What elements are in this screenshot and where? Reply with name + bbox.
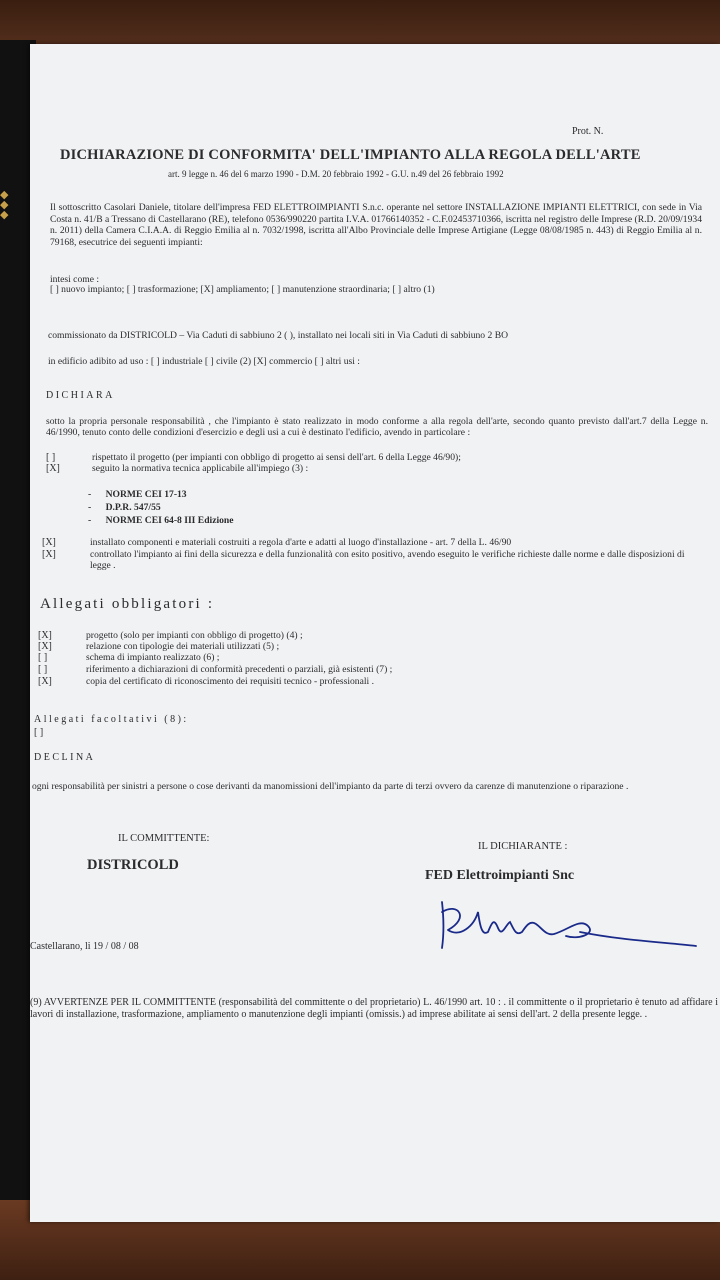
item-mark: [X] <box>46 463 60 474</box>
intro-paragraph: Il sottoscritto Casolari Daniele, titolare dell'impresa FED ELETTROIMPIANTI S.n.c. operante nel settore INSTALLAZIONE IMPIANTI ELETTRICI, con sede in Via Costa n. 41/B a Tressano di Castellarano (RE), telefono 0536/990220 partita I.V.A. 01766140352 - C.F.02453710366, iscritta nel registro delle Imprese (R.D. 20/09/1934 n. 2011) della Camera C.I.A.A. di Reggio Emilia al n. 7032/1998, iscritta all'Albo Provinciale delle Imprese Artigiane (Legge 08/08/1985 n. 443) di Reggio Emilia al n. 79168, esecutrice dei seguenti impianti: <box>50 202 702 248</box>
allegato-text: relazione con tipologie dei materiali utilizzati (5) ; <box>86 641 280 652</box>
item-text: rispettato il progetto (per impianti con obbligo di progetto ai sensi dell'art. 6 della Legge 46/90); <box>92 452 461 463</box>
norma-item: D.P.R. 547/55 <box>105 502 161 513</box>
dichiarante-name: FED Elettroimpianti Snc <box>425 868 575 883</box>
norma-item: NORME CEI 64-8 III Edizione <box>105 515 234 526</box>
dichiarante-label: IL DICHIARANTE : <box>478 841 568 852</box>
item-text: seguito la normativa tecnica applicabile all'impiego (3) : <box>92 463 309 474</box>
binder-decoration: ◆ ◆ ◆ <box>0 189 9 221</box>
protocol-number: Prot. N. <box>572 126 604 137</box>
avvertenze-paragraph: (9) AVVERTENZE PER IL COMMITTENTE (responsabilità del committente o del proprietario) L. 46/1990 art. 10 : . il committente o il proprietario è tenuto ad affidare i lavori di installazione, trasformazione, ampliamento o manutenzione degli impianti (omissis.) ad imprese abilitate ai sensi dell'art. 2 della presente legge. . <box>30 997 718 1020</box>
edificio-line: in edificio adibito ad uso : [ ] industriale [ ] civile (2) [X] commercio [ ] altri usi : <box>48 356 360 367</box>
item-text: controllato l'impianto ai fini della sicurezza e della funzionalità con esito positivo, avendo eseguito le verifiche richieste dalle norme e dalle disposizioni di legge . <box>90 549 685 571</box>
item-mark: [X] <box>42 537 56 548</box>
item-mark: [ ] <box>46 452 56 463</box>
dichiara-paragraph: sotto la propria personale responsabilità , che l'impianto è stato realizzato in modo conforme a alla regola dell'arte, secondo quanto previsto dall'art.7 della Legge n. 46/1990, tenuto conto delle condizioni d'esercizio e degli usi a cui è destinato l'edificio, avendo in particolare : <box>46 416 708 438</box>
intesi-label: intesi come : <box>50 274 100 285</box>
committente-label: IL COMMITTENTE: <box>118 833 210 844</box>
allegati-heading: Allegati obbligatori : <box>40 596 215 612</box>
item-text: installato componenti e materiali costruiti a regola d'arte e adatti al luogo d'installazione - art. 7 della L. 46/90 <box>90 537 512 548</box>
facoltativi-heading: Allegati facoltativi (8): <box>34 714 189 725</box>
norma-item: NORME CEI 17-13 <box>105 489 187 500</box>
allegato-mark: [ ] <box>38 664 48 675</box>
facoltativi-mark: [ ] <box>34 727 44 738</box>
intesi-options: [ ] nuovo impianto; [ ] trasformazione; [X] ampliamento; [ ] manutenzione straordinaria; [ ] altro (1) <box>50 284 435 295</box>
document-page: Prot. N. DICHIARAZIONE DI CONFORMITA' DELL'IMPIANTO ALLA REGOLA DELL'ARTE art. 9 legge n. 46 del 6 marzo 1990 - D.M. 20 febbraio 1992 - G.U. n.49 del 26 febbraio 1992 Il sottoscritto Casolari Daniele, titolare dell'impresa FED ELETTROIMPIANTI S.n.c. operante nel settore INSTALLAZIONE IMPIANTI ELETTRICI, con sede in Via Costa n. 41/B a Tressano di Castellarano (RE), telefono 0536/990220 partita I.V.A. 01766140352 - C.F.02453710366, iscritta nel registro delle Imprese (R.D. 20/09/1934 n. 2011) della Camera C.I.A.A. di Reggio Emilia al n. 7032/1998, iscritta all'Albo Provinciale delle Imprese Artigiane (Legge 08/08/1985 n. 443) di Reggio Emilia al n. 79168, esecutrice dei seguenti impianti: intesi come : [ ] nuovo impianto; [ ] trasformazione; [X] ampliamento; [ ] manutenzione straordinaria; [ ] altro (1) commissionato da DISTRICOLD – Via Caduti di sabbiuno 2 ( ), installato nei locali siti in Via Caduti di sabbiuno 2 BO in edificio adibito ad uso : [ ] industriale [ ] civile (2) [X] commercio [ ] altri usi : DICHIARA sotto la propria personale responsabilità , che l'impianto è stato realizzato in modo conforme a alla regola dell'arte, secondo quanto previsto dall'art.7 della Legge n. 46/1990, tenuto conto delle condizioni d'esercizio e degli usi a cui è destinato l'edificio, avendo in particolare : [ ] rispettato il progetto (per impianti con obbligo di progetto ai sensi dell'art. 6 della Legge 46/90); [X] seguito la normativa tecnica applicabile all'impiego (3) : - NORME CEI 17-13 - D.P.R. 547/55 - NORME CEI 64-8 III Edizione [X] installato componenti e materiali costruiti a regola d'arte e adatti al luogo d'installazione - art. 7 della L. 46/90 [X] controllato l'impianto ai fini della sicurezza e della funzionalità con esito positivo, avendo eseguito le verifiche richieste dalle norme e dalle disposizioni di legge . Allegati obbligatori : [X] progetto (solo per impianti con obbligo di progetto) (4) ; [X] relazione con tipologie dei materiali utilizzati (5) ; [ ] schema di impianto realizzato (6) ; [ ] riferimento a dichiarazioni di conformità precedenti o parziali, già esistenti (7) ; [X] copia del certificato di riconoscimento dei requisiti tecnico - professionali . Allegati facoltativi (8): [ ] DECLINA ogni responsabilità per sinistri a persone o cose derivanti da manomissioni dell'impianto da parte di terzi ovvero da carenze di manutenzione o riparazione . IL COMMITTENTE: IL DICHIARANTE : DISTRICOLD FED Elettroimpianti Snc Castellarano, li 19 / 08 / 08 (9) AVVERTENZE PER IL COMMITTENTE (responsabilità del committente o del proprietario) L. 46/1990 art. 10 : . il committente o il proprietario è tenuto ad affidare i lavori di installazione, trasformazione, ampliamento o manutenzione degli impianti (omissis.) ad imprese abilitate ai sensi dell'art. 2 della presente legge. . <box>30 44 720 1222</box>
allegato-text: schema di impianto realizzato (6) ; <box>86 652 220 663</box>
declina-heading: DECLINA <box>34 752 96 763</box>
allegato-text: progetto (solo per impianti con obbligo di progetto) (4) ; <box>86 630 303 641</box>
allegato-text: copia del certificato di riconoscimento dei requisiti tecnico - professionali . <box>86 676 374 687</box>
document-title: DICHIARAZIONE DI CONFORMITA' DELL'IMPIANTO ALLA REGOLA DELL'ARTE <box>60 147 641 163</box>
declina-paragraph: ogni responsabilità per sinistri a persone o cose derivanti da manomissioni dell'impianto da parte di terzi ovvero da carenze di manutenzione o riparazione . <box>32 781 629 792</box>
item-mark: [X] <box>42 549 56 560</box>
allegato-mark: [X] <box>38 630 52 641</box>
dichiara-heading: DICHIARA <box>46 390 115 401</box>
allegato-mark: [ ] <box>38 652 48 663</box>
handwritten-signature <box>430 892 710 958</box>
committente-name: DISTRICOLD <box>87 857 179 873</box>
allegato-mark: [X] <box>38 676 52 687</box>
document-subtitle: art. 9 legge n. 46 del 6 marzo 1990 - D.M. 20 febbraio 1992 - G.U. n.49 del 26 febbraio 1992 <box>168 169 504 179</box>
commissionato-line: commissionato da DISTRICOLD – Via Caduti di sabbiuno 2 ( ), installato nei locali siti in Via Caduti di sabbiuno 2 BO <box>48 330 509 341</box>
place-date: Castellarano, li 19 / 08 / 08 <box>30 941 139 952</box>
allegato-text: riferimento a dichiarazioni di conformità precedenti o parziali, già esistenti (7) ; <box>86 664 393 675</box>
allegato-mark: [X] <box>38 641 52 652</box>
